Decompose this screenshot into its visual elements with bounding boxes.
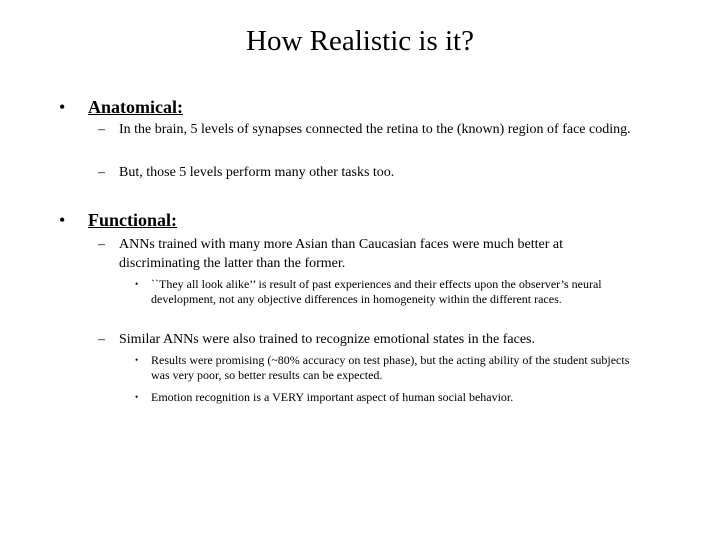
section-heading-anatomical: Anatomical: (88, 97, 183, 117)
slide-title: How Realistic is it? (246, 25, 474, 57)
bullet-icon: • (135, 355, 139, 365)
sub-list-item: Results were promising (~80% accuracy on test phase), but the acting ability of the student subjects was very poor, so better results can be expected. (151, 353, 630, 382)
sub-list-item: Emotion recognition is a VERY important aspect of human social behavior. (151, 390, 514, 404)
bullet-icon: • (135, 279, 139, 289)
dash-marker: – (98, 122, 105, 137)
dash-marker: – (98, 332, 105, 347)
list-item: But, those 5 levels perform many other tasks too. (119, 165, 395, 180)
list-item: ANNs trained with many more Asian than Caucasian faces were much better at discriminating the latter than the former. (119, 237, 563, 271)
list-item: Similar ANNs were also trained to recognize emotional states in the faces. (119, 332, 535, 347)
bullet-icon: • (59, 97, 66, 117)
dash-marker: – (98, 165, 105, 180)
bullet-icon: • (135, 392, 139, 402)
dash-marker: – (98, 237, 105, 252)
section-heading-functional: Functional: (88, 210, 178, 230)
sub-list-item: ``They all look alike’’ is result of past experiences and their effects upon the observer’s neural development, not any objective differences in homogeneity within the different races. (151, 277, 602, 306)
list-item: In the brain, 5 levels of synapses connected the retina to the (known) region of face coding. (119, 122, 631, 137)
bullet-icon: • (59, 210, 66, 230)
